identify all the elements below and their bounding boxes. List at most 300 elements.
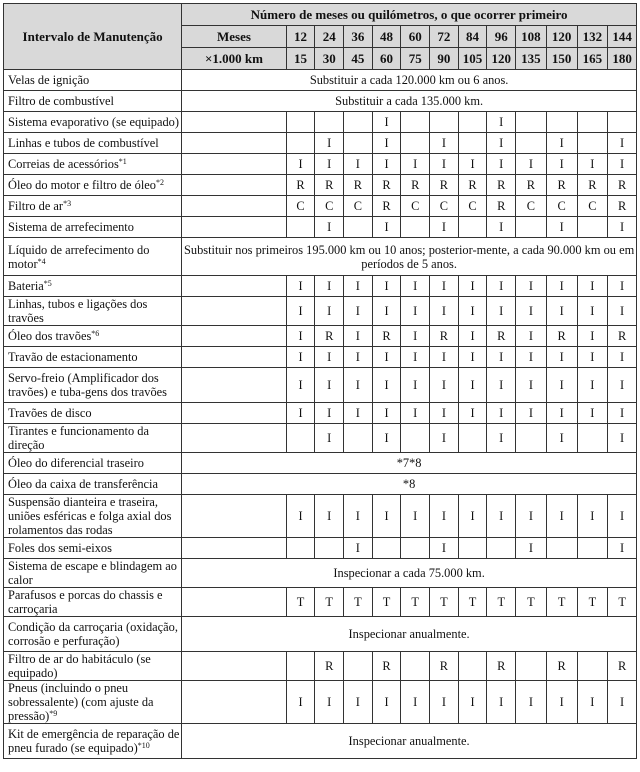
service-action-cell: I: [286, 403, 315, 424]
months-value: 60: [401, 26, 430, 48]
label-spacer-cell: [182, 276, 286, 297]
service-action-cell: I: [516, 681, 547, 724]
service-action-cell: I: [516, 347, 547, 368]
service-action-cell: T: [577, 588, 608, 617]
service-action-cell: I: [372, 112, 401, 133]
service-action-cell: [458, 217, 487, 238]
service-action-cell: R: [372, 175, 401, 196]
service-action-cell: [458, 652, 487, 681]
service-action-cell: I: [458, 326, 487, 347]
service-action-cell: I: [608, 495, 637, 538]
service-action-cell: [546, 538, 577, 559]
service-action-cell: [401, 424, 430, 453]
service-action-cell: R: [487, 196, 516, 217]
service-action-cell: [344, 424, 373, 453]
service-action-cell: I: [546, 368, 577, 403]
table-row: [4, 681, 637, 724]
service-action-cell: I: [546, 495, 577, 538]
service-action-cell: I: [430, 538, 459, 559]
service-action-cell: I: [458, 403, 487, 424]
label-spacer-cell: [182, 495, 286, 538]
service-action-cell: [577, 538, 608, 559]
item-name: Tirantes e funcionamento da direção: [8, 424, 149, 452]
service-action-cell: I: [608, 276, 637, 297]
service-action-cell: R: [315, 326, 344, 347]
service-action-cell: I: [430, 403, 459, 424]
table-row: [4, 538, 637, 559]
km-value: 165: [577, 48, 608, 70]
service-action-cell: I: [344, 154, 373, 175]
table-row: [4, 403, 637, 424]
service-action-cell: I: [372, 347, 401, 368]
service-action-cell: I: [608, 154, 637, 175]
table-row: [4, 474, 637, 495]
service-action-cell: I: [608, 681, 637, 724]
service-action-cell: I: [487, 297, 516, 326]
label-spacer-cell: [182, 588, 286, 617]
service-action-cell: I: [577, 403, 608, 424]
item-name: Pneus (incluindo o pneu sobressalente) (com ajuste da pressão): [8, 681, 154, 723]
item-name: Travões de disco: [8, 406, 92, 420]
service-action-cell: I: [430, 276, 459, 297]
service-action-cell: [430, 112, 459, 133]
service-action-cell: [286, 112, 315, 133]
service-action-cell: I: [401, 681, 430, 724]
label-spacer-cell: [182, 424, 286, 453]
service-action-cell: I: [516, 276, 547, 297]
service-action-cell: [286, 424, 315, 453]
item-name: Parafusos e porcas do chassis e carroçaria: [8, 588, 163, 616]
months-label: Meses: [182, 26, 286, 48]
service-action-cell: [458, 112, 487, 133]
footnote-marker: *10: [137, 741, 150, 750]
service-action-cell: R: [430, 326, 459, 347]
service-action-cell: R: [372, 196, 401, 217]
header-row-top: [4, 4, 637, 26]
table-row: [4, 175, 637, 196]
service-action-cell: I: [608, 347, 637, 368]
service-action-cell: I: [286, 276, 315, 297]
service-action-cell: C: [401, 196, 430, 217]
service-action-cell: I: [577, 368, 608, 403]
service-action-cell: T: [315, 588, 344, 617]
km-value: 120: [487, 48, 516, 70]
service-action-cell: I: [286, 297, 315, 326]
service-action-cell: I: [315, 217, 344, 238]
service-action-cell: [401, 538, 430, 559]
footnote-marker: *4: [37, 256, 46, 266]
item-name-cell: [4, 112, 182, 133]
service-action-cell: I: [608, 368, 637, 403]
item-name-cell: [4, 403, 182, 424]
service-action-cell: I: [546, 276, 577, 297]
label-spacer-cell: [182, 217, 286, 238]
item-name: Óleo do motor e filtro de óleo: [8, 178, 156, 192]
item-name: Sistema de escape e blindagem ao calor: [8, 559, 177, 587]
footnote-marker: *6: [91, 329, 100, 338]
service-action-cell: I: [401, 297, 430, 326]
service-action-cell: T: [458, 588, 487, 617]
service-action-cell: R: [546, 652, 577, 681]
service-action-cell: T: [286, 588, 315, 617]
service-action-cell: I: [546, 133, 577, 154]
label-spacer-cell: [182, 681, 286, 724]
table-row: [4, 559, 637, 588]
service-action-cell: R: [430, 175, 459, 196]
service-action-cell: I: [344, 347, 373, 368]
service-action-cell: C: [344, 196, 373, 217]
service-action-cell: R: [487, 175, 516, 196]
service-action-cell: I: [372, 424, 401, 453]
service-action-cell: R: [458, 175, 487, 196]
interval-condition-header: Número de meses ou quilómetros, o que ocorrer primeiro: [182, 4, 637, 26]
service-action-cell: I: [487, 154, 516, 175]
service-action-cell: [577, 133, 608, 154]
service-action-cell: R: [487, 326, 516, 347]
item-name-cell: [4, 133, 182, 154]
item-name: Linhas, tubos e ligações dos travões: [8, 297, 148, 325]
footnote-marker: *5: [43, 279, 52, 288]
table-row: [4, 588, 637, 617]
km-value: 135: [516, 48, 547, 70]
interval-instruction: Inspecionar anualmente.: [182, 617, 637, 652]
service-action-cell: I: [487, 133, 516, 154]
service-action-cell: I: [286, 368, 315, 403]
table-row: [4, 196, 637, 217]
item-name: Linhas e tubos de combustível: [8, 136, 159, 150]
months-value: 120: [546, 26, 577, 48]
item-name-cell: [4, 91, 182, 112]
service-action-cell: [516, 652, 547, 681]
service-action-cell: [516, 217, 547, 238]
service-action-cell: R: [546, 175, 577, 196]
item-name: Suspensão dianteira e traseira, uniões esféricas e folga axial dos rolamentos das rodas: [8, 495, 172, 537]
service-action-cell: I: [458, 368, 487, 403]
service-action-cell: T: [487, 588, 516, 617]
service-action-cell: I: [577, 326, 608, 347]
months-value: 132: [577, 26, 608, 48]
item-name: Sistema evaporativo (se equipado): [8, 115, 180, 129]
service-action-cell: R: [608, 196, 637, 217]
item-name-cell: [4, 495, 182, 538]
table-row: [4, 276, 637, 297]
service-action-cell: I: [546, 154, 577, 175]
service-action-cell: I: [487, 347, 516, 368]
service-action-cell: I: [516, 538, 547, 559]
service-action-cell: [315, 112, 344, 133]
service-action-cell: I: [315, 368, 344, 403]
service-action-cell: I: [487, 424, 516, 453]
service-action-cell: I: [315, 495, 344, 538]
service-action-cell: I: [372, 276, 401, 297]
service-action-cell: I: [608, 403, 637, 424]
footnote-marker: *1: [118, 157, 127, 166]
service-action-cell: I: [286, 154, 315, 175]
label-spacer-cell: [182, 133, 286, 154]
interval-instruction: *7*8: [182, 453, 637, 474]
service-action-cell: R: [608, 175, 637, 196]
service-action-cell: I: [487, 403, 516, 424]
item-name-cell: [4, 538, 182, 559]
item-name-cell: [4, 652, 182, 681]
service-action-cell: R: [430, 652, 459, 681]
km-value: 180: [608, 48, 637, 70]
label-spacer-cell: [182, 175, 286, 196]
km-value: 150: [546, 48, 577, 70]
months-value: 36: [344, 26, 373, 48]
service-action-cell: I: [430, 424, 459, 453]
table-row: [4, 326, 637, 347]
service-action-cell: [401, 112, 430, 133]
footnote-marker: *2: [155, 178, 164, 187]
service-action-cell: [401, 217, 430, 238]
item-name: Sistema de arrefecimento: [8, 220, 134, 234]
service-action-cell: I: [286, 495, 315, 538]
service-action-cell: I: [608, 133, 637, 154]
service-action-cell: I: [430, 297, 459, 326]
service-action-cell: I: [372, 217, 401, 238]
item-name: Óleo do diferencial traseiro: [8, 456, 144, 470]
item-name: Foles dos semi-eixos: [8, 541, 112, 555]
service-action-cell: [401, 133, 430, 154]
service-action-cell: R: [344, 175, 373, 196]
service-action-cell: I: [430, 347, 459, 368]
service-action-cell: I: [315, 133, 344, 154]
item-name: Condição da carroçaria (oxidação, corrosão e perfuração): [8, 620, 178, 648]
table-row: [4, 617, 637, 652]
service-action-cell: I: [344, 403, 373, 424]
service-action-cell: T: [546, 588, 577, 617]
service-action-cell: [487, 538, 516, 559]
interval-instruction: Inspecionar a cada 75.000 km.: [182, 559, 637, 588]
service-action-cell: T: [344, 588, 373, 617]
service-action-cell: I: [487, 217, 516, 238]
table-row: [4, 297, 637, 326]
service-action-cell: I: [608, 538, 637, 559]
service-action-cell: [516, 133, 547, 154]
interval-header: Intervalo de Manutenção: [4, 4, 182, 70]
service-action-cell: I: [577, 154, 608, 175]
service-action-cell: I: [315, 154, 344, 175]
service-action-cell: [577, 424, 608, 453]
item-name-cell: [4, 724, 182, 759]
service-action-cell: I: [430, 217, 459, 238]
item-name: Velas de ignição: [8, 73, 90, 87]
service-action-cell: C: [458, 196, 487, 217]
item-name-cell: [4, 347, 182, 368]
service-action-cell: R: [372, 326, 401, 347]
service-action-cell: I: [344, 538, 373, 559]
service-action-cell: I: [458, 681, 487, 724]
service-action-cell: I: [315, 297, 344, 326]
service-action-cell: I: [546, 347, 577, 368]
item-name-cell: [4, 617, 182, 652]
item-name-cell: [4, 276, 182, 297]
service-action-cell: I: [401, 368, 430, 403]
service-action-cell: I: [458, 276, 487, 297]
table-row: [4, 453, 637, 474]
interval-instruction: Substituir a cada 120.000 km ou 6 anos.: [182, 70, 637, 91]
label-spacer-cell: [182, 652, 286, 681]
service-action-cell: I: [458, 495, 487, 538]
service-action-cell: I: [401, 495, 430, 538]
table-row: [4, 154, 637, 175]
service-action-cell: T: [430, 588, 459, 617]
label-spacer-cell: [182, 326, 286, 347]
km-value: 15: [286, 48, 315, 70]
service-action-cell: T: [516, 588, 547, 617]
item-name: Servo-freio (Amplificador dos travões) e tuba-gens dos travões: [8, 371, 167, 399]
months-value: 144: [608, 26, 637, 48]
table-row: [4, 133, 637, 154]
label-spacer-cell: [182, 297, 286, 326]
item-name-cell: [4, 196, 182, 217]
service-action-cell: [286, 133, 315, 154]
table-row: [4, 238, 637, 276]
service-action-cell: I: [516, 154, 547, 175]
label-spacer-cell: [182, 368, 286, 403]
service-action-cell: I: [546, 217, 577, 238]
item-name: Bateria: [8, 279, 44, 293]
service-action-cell: I: [286, 681, 315, 724]
service-action-cell: R: [315, 175, 344, 196]
km-label: ×1.000 km: [182, 48, 286, 70]
service-action-cell: [315, 538, 344, 559]
service-action-cell: I: [516, 403, 547, 424]
service-action-cell: I: [487, 495, 516, 538]
service-action-cell: [344, 112, 373, 133]
service-action-cell: I: [516, 368, 547, 403]
service-action-cell: I: [487, 112, 516, 133]
item-name: Kit de emergência de reparação de pneu furado (se equipado): [8, 727, 180, 755]
item-name-cell: [4, 559, 182, 588]
service-action-cell: I: [546, 424, 577, 453]
km-value: 30: [315, 48, 344, 70]
item-name: Óleo dos travões: [8, 329, 92, 343]
footnote-marker: *3: [63, 199, 72, 208]
service-action-cell: [286, 538, 315, 559]
service-action-cell: I: [487, 681, 516, 724]
service-action-cell: I: [401, 154, 430, 175]
service-action-cell: C: [546, 196, 577, 217]
service-action-cell: I: [516, 495, 547, 538]
service-action-cell: I: [372, 681, 401, 724]
service-action-cell: [608, 112, 637, 133]
service-action-cell: I: [315, 681, 344, 724]
months-value: 72: [430, 26, 459, 48]
interval-instruction: Inspecionar anualmente.: [182, 724, 637, 759]
item-name-cell: [4, 154, 182, 175]
item-name-cell: [4, 588, 182, 617]
label-spacer-cell: [182, 347, 286, 368]
service-action-cell: I: [372, 297, 401, 326]
service-action-cell: [516, 112, 547, 133]
service-action-cell: [344, 133, 373, 154]
item-name-cell: [4, 175, 182, 196]
service-action-cell: [577, 217, 608, 238]
item-name-cell: [4, 681, 182, 724]
table-row: [4, 424, 637, 453]
service-action-cell: [344, 652, 373, 681]
service-action-cell: I: [577, 347, 608, 368]
service-action-cell: I: [344, 276, 373, 297]
table-row: [4, 495, 637, 538]
service-action-cell: I: [315, 276, 344, 297]
service-action-cell: R: [608, 326, 637, 347]
months-value: 48: [372, 26, 401, 48]
service-action-cell: I: [430, 681, 459, 724]
service-action-cell: R: [516, 175, 547, 196]
service-action-cell: [286, 217, 315, 238]
service-action-cell: C: [315, 196, 344, 217]
footnote-marker: *9: [49, 709, 58, 718]
months-value: 84: [458, 26, 487, 48]
service-action-cell: R: [487, 652, 516, 681]
service-action-cell: I: [401, 403, 430, 424]
months-value: 96: [487, 26, 516, 48]
service-action-cell: T: [401, 588, 430, 617]
service-action-cell: C: [516, 196, 547, 217]
service-action-cell: I: [286, 326, 315, 347]
service-action-cell: [286, 652, 315, 681]
service-action-cell: I: [344, 681, 373, 724]
label-spacer-cell: [182, 538, 286, 559]
service-action-cell: R: [286, 175, 315, 196]
service-action-cell: R: [608, 652, 637, 681]
service-action-cell: T: [372, 588, 401, 617]
item-name: Líquido de arrefecimento do motor: [8, 242, 150, 271]
service-action-cell: C: [286, 196, 315, 217]
table-row: [4, 112, 637, 133]
service-action-cell: [458, 538, 487, 559]
km-value: 105: [458, 48, 487, 70]
table-row: [4, 217, 637, 238]
service-action-cell: C: [430, 196, 459, 217]
service-action-cell: I: [315, 424, 344, 453]
label-spacer-cell: [182, 403, 286, 424]
km-value: 45: [344, 48, 373, 70]
service-action-cell: I: [458, 347, 487, 368]
item-name-cell: [4, 70, 182, 91]
item-name-cell: [4, 297, 182, 326]
item-name: Filtro de ar do habitáculo (se equipado): [8, 652, 151, 680]
item-name: Filtro de ar: [8, 199, 64, 213]
service-action-cell: I: [546, 297, 577, 326]
item-name-cell: [4, 326, 182, 347]
service-action-cell: C: [577, 196, 608, 217]
service-action-cell: I: [487, 276, 516, 297]
service-action-cell: I: [516, 297, 547, 326]
service-action-cell: I: [401, 347, 430, 368]
service-action-cell: [516, 424, 547, 453]
service-action-cell: I: [577, 681, 608, 724]
item-name-cell: [4, 453, 182, 474]
service-action-cell: I: [372, 495, 401, 538]
table-row: [4, 91, 637, 112]
service-action-cell: I: [344, 326, 373, 347]
item-name-cell: [4, 217, 182, 238]
service-action-cell: I: [608, 424, 637, 453]
service-action-cell: R: [546, 326, 577, 347]
item-name: Filtro de combustível: [8, 94, 114, 108]
service-action-cell: I: [608, 217, 637, 238]
table-row: [4, 724, 637, 759]
km-value: 90: [430, 48, 459, 70]
service-action-cell: I: [315, 403, 344, 424]
months-value: 24: [315, 26, 344, 48]
maintenance-schedule-table: [3, 3, 637, 759]
service-action-cell: [458, 424, 487, 453]
